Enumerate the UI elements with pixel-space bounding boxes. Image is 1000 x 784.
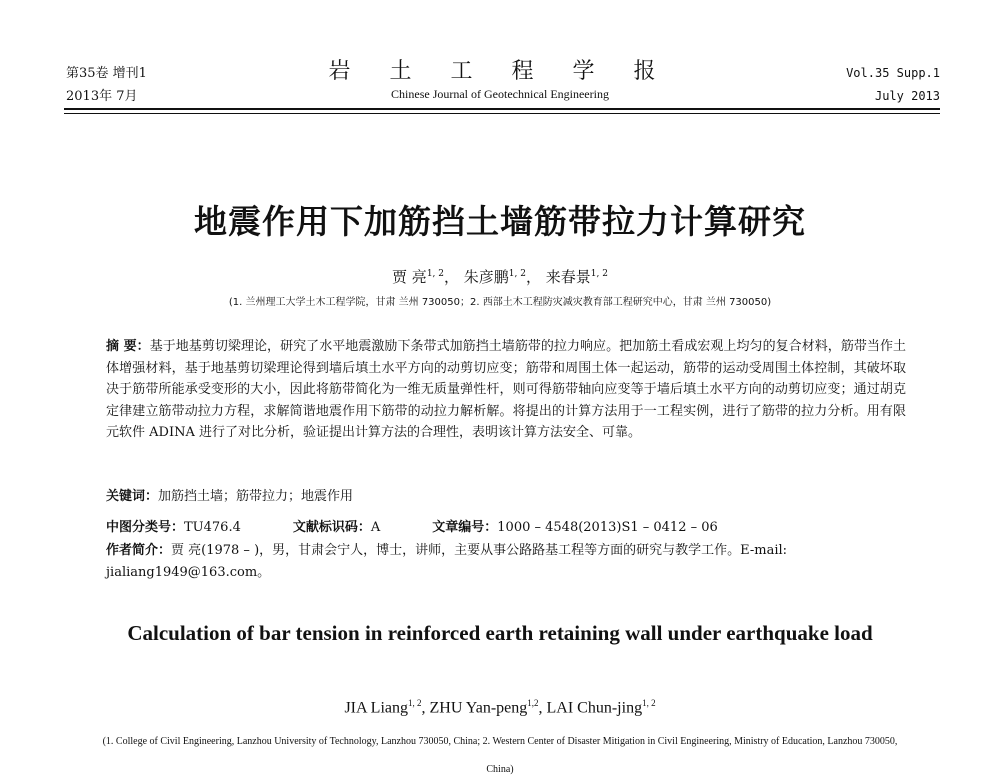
header-right (846, 62, 940, 108)
keywords-cn (106, 486, 353, 507)
affiliation-cn: (1. 兰州理工大学土木工程学院，甘肃 兰州 730050；2. 西部土木工程防灾减灾教育部工程研究中心，甘肃 兰州 730050) (228, 297, 772, 308)
author-affil-mark: 1, 2 (407, 698, 422, 708)
bio-label: 作者简介： (106, 543, 172, 558)
title-cn: 地震作用下加筋挡土墙筋带拉力计算研究 (194, 202, 806, 241)
clc-value: TU476.4 (184, 520, 241, 535)
abstract-text: 基于地基剪切梁理论，研究了水平地震激励下条带式加筋挡土墙筋带的拉力响应。把加筋土看成宏观上均匀的复合材料，筋带当作土体增强材料，基于地基剪切梁理论得到墙后填土水平方向的动剪切应变；筋带和周围土体一起运动，筋带的运动受周围土体控制，其破坏取决于筋带所能承受变形的大小，因此将筋带简化为一维无质量弹性杆，则可得筋带轴向应变等于墙后填土水平方向的动剪切应变；通过胡克定律建立筋带动拉力方程，求解简谐地震作用下筋带的动拉力解析解。将提出的计算方法用于一工程实例，进行了筋带的拉力分析。用有限元软件 ADINA 进行了对比分析，验证提出计算方法的合理性，表明该计算方法安全、可靠。 (106, 339, 906, 440)
clc-label: 中图分类号： (106, 520, 185, 535)
title-en: Calculation of bar tension in reinforced earth retaining wall under earthquake load (127, 621, 873, 645)
authors-en: JIA Liang$^{1, 2}$, ZHU Yan-peng$^{1,2}$, LAI Chun-jing$^{1, 2}$ (344, 698, 656, 717)
author-affil-mark: 1, 2 (590, 269, 608, 279)
author-affil-mark: 1,2 (527, 698, 539, 708)
author-name: 来春景 (545, 268, 591, 286)
abstract-cn (106, 336, 906, 444)
author-affil-mark: 1, 2 (426, 269, 444, 279)
author-bio (106, 540, 906, 584)
author-affil-mark: 1, 2 (642, 698, 656, 708)
author-name: 朱彦鹏 (463, 268, 509, 286)
author-name-en: ZHU Yan-peng (429, 699, 528, 717)
header-rule-thick (64, 108, 940, 110)
volume-issue: 第35卷 增刊1 (66, 66, 147, 81)
classification-row (106, 516, 718, 535)
year-month: 2013年 7月 (66, 89, 138, 104)
article-number-label: 文章编号： (432, 520, 498, 535)
bio-text: 贾 亮(1978 – )，男，甘肃会宁人，博士，讲师，主要从事公路路基工程等方面的研究与教学工作。E-mail: jialiang1949@163.com。 (106, 543, 788, 580)
journal-name-cn: 岩 土 工 程 学 报 (328, 59, 672, 84)
volume-supp-en: Vol.35 Supp.1 (846, 66, 940, 80)
affiliation-en: (1. College of Civil Engineering, Lanzhou University of Technology, Lanzhou 730050, China; 2. Western Center of Disaster Mitigation in Civil Engineering, Ministry of Education, Lanzhou 730050, China) (102, 736, 898, 775)
author-name: 贾 亮 (392, 268, 427, 286)
author-affil-mark: 1, 2 (508, 269, 526, 279)
date-en: July 2013 (874, 89, 940, 103)
authors-cn: 贾 亮$^{1, 2}$， 朱彦鹏$^{1, 2}$， 来春景$^{1, 2}$ (392, 268, 608, 286)
journal-name-en: Chinese Journal of Geotechnical Engineering (391, 87, 609, 101)
author-name-en: JIA Liang (344, 699, 408, 717)
header-rule-thin (64, 113, 940, 114)
journal-name (300, 58, 700, 102)
header-left (66, 62, 147, 108)
abstract-label: 摘 要： (106, 339, 150, 354)
doc-code-value: A (370, 520, 381, 535)
doc-code-label: 文献标识码： (292, 520, 371, 535)
article-number-value: 1000 – 4548(2013)S1 – 0412 – 06 (497, 520, 718, 535)
author-name-en: LAI Chun-jing (546, 699, 643, 717)
keywords-label: 关键词： (106, 489, 159, 504)
keywords-text: 加筋挡土墙；筋带拉力；地震作用 (158, 489, 354, 504)
